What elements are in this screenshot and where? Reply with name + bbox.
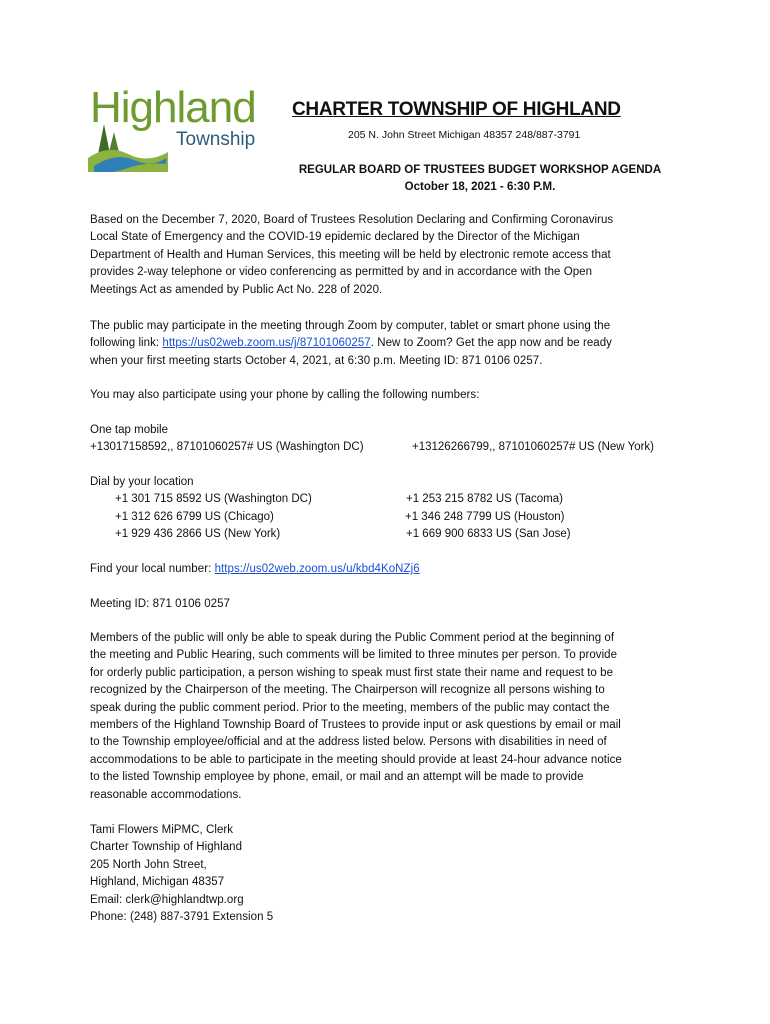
zoom-line — [90, 335, 690, 352]
dial-heading: Dial by your location — [90, 476, 194, 488]
dial-number: +1 929 436 2866 US (New York) — [115, 528, 281, 540]
signature-line: Highland, Michigan 48357 — [90, 876, 225, 889]
intro-paragraph — [90, 212, 690, 299]
signature-line: 205 North John Street, — [90, 858, 207, 871]
public-comment-line: speak during the public comment period. Prior to the meeting, members of the public may contact the — [90, 701, 610, 714]
signature-line: Charter Township of Highland — [90, 841, 243, 854]
zoom-paragraph — [90, 318, 690, 370]
township-logo — [88, 83, 256, 172]
intro-line: Meetings Act as amended by Public Act No. 228 of 2020. — [90, 283, 383, 296]
zoom-line: when your first meeting starts October 4, 2021, at 6:30 p.m. Meeting ID: 871 0106 0257. — [90, 354, 543, 367]
agenda-date: October 18, 2021 - 6:30 P.M. — [404, 181, 556, 193]
public-comment-line: reasonable accommodations. — [90, 788, 242, 801]
public-comment-line: accommodations to be able to participate in the meeting should provide at least 24-hour advance notice — [90, 753, 622, 766]
one-tap-heading: One tap mobile — [90, 424, 168, 436]
dial-number: +1 312 626 6799 US (Chicago) — [115, 511, 274, 523]
dial-number: +1 253 215 8782 US (Tacoma) — [406, 493, 563, 505]
intro-line: provides 2-way telephone or video conferencing as permitted by and in accordance with the Open — [90, 266, 593, 279]
dial-number: +1 669 900 6833 US (San Jose) — [406, 528, 571, 540]
intro-line: Based on the December 7, 2020, Board of Trustees Resolution Declaring and Confirming Coronavirus — [90, 214, 614, 226]
one-tap-number-right: +13126266799,, 87101060257# US (New York) — [412, 441, 655, 453]
public-comment-line: to the listed Township employee by phone, email, or mail and an attempt will be made to provide — [90, 771, 584, 784]
signature-block — [90, 822, 690, 926]
local-number-prefix: Find your local number: — [90, 563, 215, 575]
public-comment-line: members of the Highland Township Board of Trustees to provide input or ask questions by email or mail — [90, 719, 621, 732]
public-comment-line: to the Township employee/official and at the address listed below. Persons with disabilities in need of — [90, 736, 607, 749]
zoom-link-prefix: following link: — [90, 337, 163, 350]
signature-phone: Phone: (248) 887-3791 Extension 5 — [90, 911, 274, 924]
phone-intro: You may also participate using your phone by calling the following numbers: — [90, 389, 480, 401]
logo-subtitle: Township — [176, 129, 256, 150]
intro-line: Department of Health and Human Services, this meeting will be held by electronic remote access that — [90, 248, 611, 261]
public-comment-line: for orderly public participation, a person wishing to speak must first state their name and request to be — [90, 666, 614, 679]
document-title: CHARTER TOWNSHIP OF HIGHLAND — [292, 99, 621, 120]
header-address: 205 N. John Street Michigan 48357 248/887-3791 — [348, 129, 581, 141]
zoom-meeting-link[interactable]: https://us02web.zoom.us/j/87101060257 — [162, 337, 371, 350]
local-number-link[interactable]: https://us02web.zoom.us/u/kbd4KoNZj6 — [214, 563, 420, 575]
intro-line: Local State of Emergency and the COVID-19 epidemic declared by the Director of the Michigan — [90, 231, 580, 244]
agenda-title: REGULAR BOARD OF TRUSTEES BUDGET WORKSHOP AGENDA — [298, 164, 662, 176]
logo-wordmark: Highland — [90, 83, 256, 132]
public-comment-line: recognized by the Chairperson of the meeting. The Chairperson will recognize all persons wishing to — [90, 684, 605, 697]
local-number-line — [90, 561, 690, 578]
dial-number: +1 301 715 8592 US (Washington DC) — [115, 493, 312, 505]
one-tap-number-left: +13017158592,, 87101060257# US (Washington DC) — [90, 441, 364, 453]
signature-email: Email: clerk@highlandtwp.org — [90, 893, 244, 906]
public-comment-line: Members of the public will only be able to speak during the Public Comment period at the beginning of — [90, 632, 615, 644]
signature-name: Tami Flowers MiPMC, Clerk — [90, 824, 234, 836]
zoom-line: The public may participate in the meeting through Zoom by computer, tablet or smart phone using the — [90, 320, 611, 332]
dial-number: +1 346 248 7799 US (Houston) — [405, 511, 565, 523]
public-comment-paragraph — [90, 630, 690, 804]
public-comment-line: the meeting and Public Hearing, such comments will be limited to three minutes per person. To provide — [90, 649, 618, 662]
zoom-link-suffix: . New to Zoom? Get the app now and be ready — [370, 337, 612, 350]
meeting-id: Meeting ID: 871 0106 0257 — [90, 598, 230, 610]
